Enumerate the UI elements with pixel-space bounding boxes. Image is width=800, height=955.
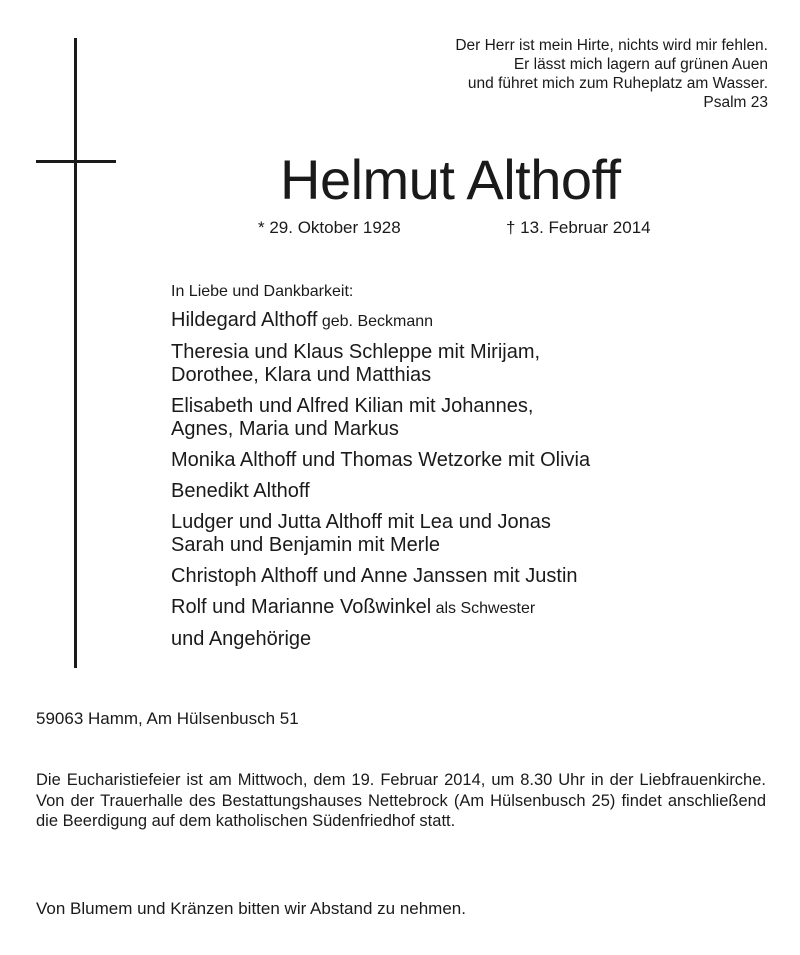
cross-horizontal-bar <box>36 160 116 163</box>
mourner-line <box>171 596 590 620</box>
mourners-intro: In Liebe und Dankbarkeit: <box>171 283 354 300</box>
mourner-name: Rolf und Marianne Voßwinkel <box>171 596 432 618</box>
verse-line: und führet mich zum Ruheplatz am Wasser. <box>467 75 768 92</box>
mourner-entry <box>171 480 590 503</box>
mourners-list <box>171 309 590 659</box>
death-date: † 13. Februar 2014 <box>506 218 651 237</box>
mourner-entry <box>171 596 590 620</box>
deceased-name: Helmut Althoff <box>280 148 621 211</box>
mourner-line: Agnes, Maria und Markus <box>171 418 399 440</box>
birth-date: * 29. Oktober 1928 <box>258 218 401 237</box>
mourner-entry <box>171 449 590 472</box>
verse-line: Er lässt mich lagern auf grünen Auen <box>513 56 768 73</box>
address: 59063 Hamm, Am Hülsenbusch 51 <box>36 709 299 728</box>
mourner-line: Elisabeth und Alfred Kilian mit Johannes, <box>171 395 534 417</box>
mourner-entry <box>171 395 590 441</box>
mourner-entry <box>171 341 590 387</box>
mourner-line: und Angehörige <box>171 628 312 650</box>
mourner-line <box>171 309 590 333</box>
verse-source: Psalm 23 <box>703 94 768 111</box>
cross-vertical-bar <box>74 38 77 668</box>
closing-note: Von Blumem und Kränzen bitten wir Abstand zu nehmen. <box>36 899 466 918</box>
mourner-line: Sarah und Benjamin mit Merle <box>171 534 441 556</box>
mourner-entry <box>171 511 590 557</box>
mourner-line: Monika Althoff und Thomas Wetzorke mit Olivia <box>171 449 591 471</box>
mourner-entry <box>171 309 590 333</box>
mourner-entry <box>171 628 590 651</box>
mourner-line: Benedikt Althoff <box>171 480 310 502</box>
mourner-line: Christoph Althoff und Anne Janssen mit Justin <box>171 565 578 587</box>
service-announcement: Die Eucharistiefeier ist am Mittwoch, dem 19. Februar 2014, um 8.30 Uhr in der Liebfrauenkirche. Von der Trauerhalle des Bestattungshauses Nettebrock (Am Hülsenbusch 25) findet anschließend die Beerdigung auf dem katholischen Südenfriedhof statt. <box>36 771 766 830</box>
mourner-line: Dorothee, Klara und Matthias <box>171 364 432 386</box>
mourner-note: als Schwester <box>431 600 536 617</box>
mourner-entry <box>171 565 590 588</box>
psalm-verse <box>348 36 768 112</box>
mourner-line: Theresia und Klaus Schleppe mit Mirijam, <box>171 341 541 363</box>
verse-line: Der Herr ist mein Hirte, nichts wird mir fehlen. <box>455 37 768 54</box>
mourner-name: Hildegard Althoff <box>171 309 318 331</box>
mourner-note: geb. Beckmann <box>317 313 434 330</box>
mourner-line: Ludger und Jutta Althoff mit Lea und Jonas <box>171 511 551 533</box>
